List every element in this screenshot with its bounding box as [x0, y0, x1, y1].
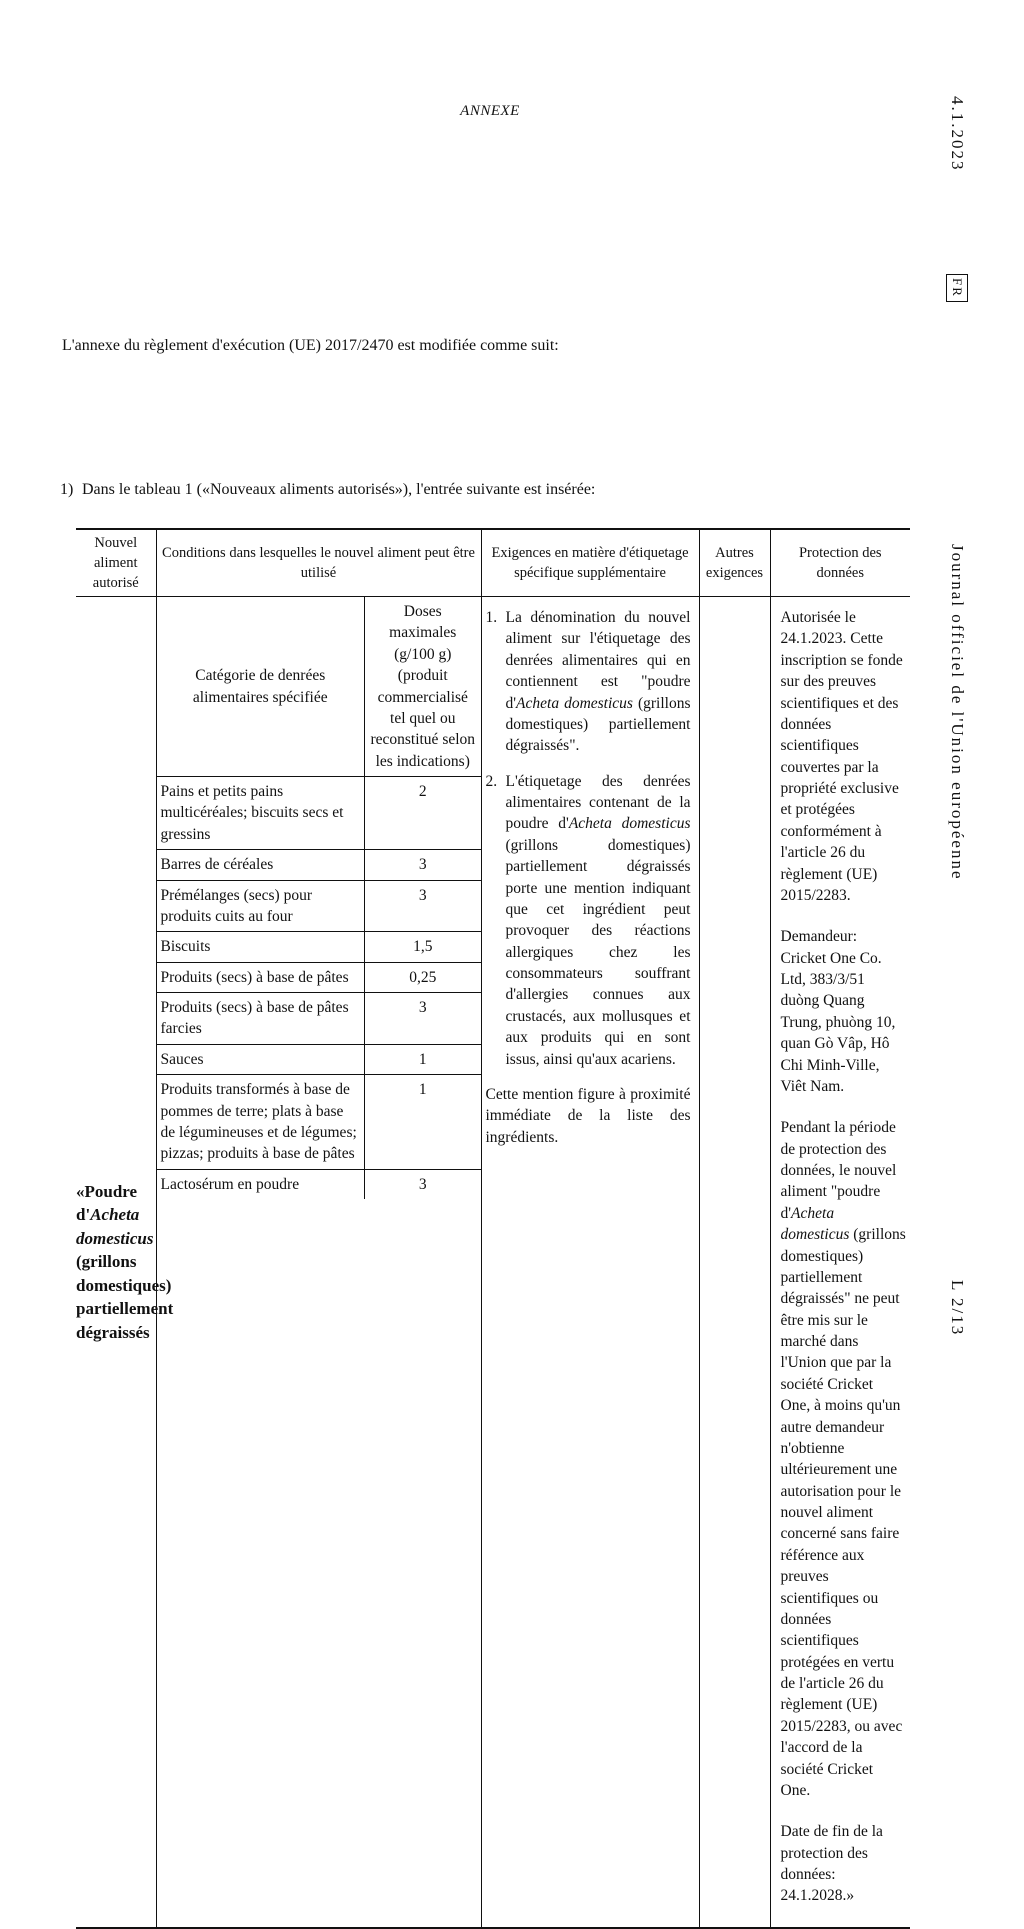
table-row [157, 1044, 481, 1074]
dose-cell: 0,25 [365, 962, 481, 992]
authorisation-paragraph: Autorisée le 24.1.2023. Cette inscription se fonde sur des preuves scientifiques et des données scientifiques couvertes par la propriété exclusive et protégées conformément à l'article 26 du règlement (UE) 2015/2283. [780, 609, 903, 904]
amendment-number: 1) [60, 481, 74, 498]
labelling-cell [481, 597, 699, 1928]
header-other-requirements: Autres exigences [699, 529, 770, 597]
amendment-item [60, 481, 595, 499]
table-row [157, 850, 481, 880]
conditions-header-row [157, 597, 481, 777]
conditions-table [157, 597, 481, 1199]
language-badge: FR [946, 274, 968, 302]
table-row [157, 1169, 481, 1199]
other-requirements-cell [699, 597, 770, 1928]
labelling-item-1: 1. La dénomination du nouvel aliment sur l'étiquetage des denrées alimentaires qui en contiennent est "poudre d'Acheta domesticus (grillons domestiques) partiellement dégraissés". [485, 609, 691, 755]
header-data-protection: Protection des données [770, 529, 910, 597]
table-row [76, 597, 910, 1928]
dose-cell: 1,5 [365, 932, 481, 962]
category-cell: Sauces [157, 1044, 365, 1074]
header-date: 4.1.2023 [948, 96, 967, 172]
category-cell: Produits (secs) à base de pâtes [157, 962, 365, 992]
dose-cell: 3 [365, 993, 481, 1045]
table-row [157, 1075, 481, 1170]
applicant-paragraph: Demandeur: Cricket One Co. Ltd, 383/3/51 duòng Quang Trung, phuòng 10, quan Gò Vâp, Hô Chi Minh-Ville, Viêt Nam. [780, 928, 896, 1095]
dose-cell: 3 [365, 880, 481, 932]
dose-header: Doses maximales (g/100 g) (produit commercialisé tel quel ou reconstitué selon les indications) [365, 597, 481, 777]
protection-end-date: Date de fin de la protection des données: 24.1.2028.» [780, 1823, 883, 1905]
table-header-row [76, 529, 910, 597]
category-cell: Lactosérum en poudre [157, 1169, 365, 1199]
table-row [157, 880, 481, 932]
novel-food-name: «Poudre d'Acheta domesticus (grillons domestiques) partiellement dégraissés [76, 1181, 174, 1342]
dose-cell: 3 [365, 1169, 481, 1199]
category-cell: Produits (secs) à base de pâtes farcies [157, 993, 365, 1045]
page-number: L 2/13 [948, 1280, 967, 1337]
category-cell: Biscuits [157, 932, 365, 962]
header-conditions: Conditions dans lesquelles le nouvel aliment peut être utilisé [156, 529, 481, 597]
dose-cell: 1 [365, 1044, 481, 1074]
category-cell: Pains et petits pains multicéréales; biscuits secs et gressins [157, 777, 365, 850]
novel-food-table [76, 528, 910, 1929]
labelling-requirements [486, 607, 691, 1148]
header-labelling: Exigences en matière d'étiquetage spécifique supplémentaire [481, 529, 699, 597]
category-cell: Barres de céréales [157, 850, 365, 880]
running-header [937, 96, 977, 1366]
dose-cell: 3 [365, 850, 481, 880]
table-row [157, 777, 481, 850]
category-cell: Prémélanges (secs) pour produits cuits au four [157, 880, 365, 932]
journal-title: Journal officiel de l'Union européenne [948, 544, 967, 881]
intro-text: L'annexe du règlement d'exécution (UE) 2017/2470 est modifiée comme suit: [62, 337, 559, 354]
table-row [157, 932, 481, 962]
category-header: Catégorie de denrées alimentaires spécifiée [192, 667, 328, 706]
data-protection-cell [770, 597, 910, 1928]
labelling-item-2: 2. L'étiquetage des denrées alimentaires contenant de la poudre d'Acheta domesticus (grillons domestiques) partiellement dégraissés porte une mention indiquant que cet ingrédient peut provoquer des réactions allergiques chez les consommateurs souffrant d'allergies connues aux crustacés, aux mollusques et aux produits qui en sont issus, ainsi qu'aux acariens. [485, 772, 691, 1068]
category-cell: Produits transformés à base de pommes de terre; plats à base de légumineuses et de légumes; pizzas; produits à base de pâtes [157, 1075, 365, 1170]
labelling-note: Cette mention figure à proximité immédiate de la liste des ingrédients. [485, 1085, 691, 1146]
annexe-title: ANNEXE [460, 103, 520, 119]
protection-period-paragraph: Pendant la période de protection des données, le nouvel aliment "poudre d'Acheta domesticus (grillons domestiques) partiellement dégraissés" ne peut être mis sur le marché dans l'Union que par la société Cricket One, à moins qu'un autre demandeur n'obtienne ultérieurement une autorisation pour le nouvel aliment concerné sans faire référence aux preuves scientifiques ou données scientifiques protégées en vertu de l'article 26 du règlement (UE) 2015/2283, ou avec l'accord de la société Cricket One. [780, 1119, 906, 1799]
header-novel-food: Nouvel aliment autorisé [76, 529, 156, 597]
amendment-text: Dans le tableau 1 («Nouveaux aliments autorisés»), l'entrée suivante est insérée: [82, 481, 596, 498]
table-row [157, 993, 481, 1045]
table-row [157, 962, 481, 992]
dose-cell: 2 [365, 777, 481, 850]
data-protection-text [781, 607, 907, 1907]
conditions-cell [156, 597, 481, 1928]
novel-food-cell [76, 597, 174, 1928]
dose-cell: 1 [365, 1075, 481, 1170]
